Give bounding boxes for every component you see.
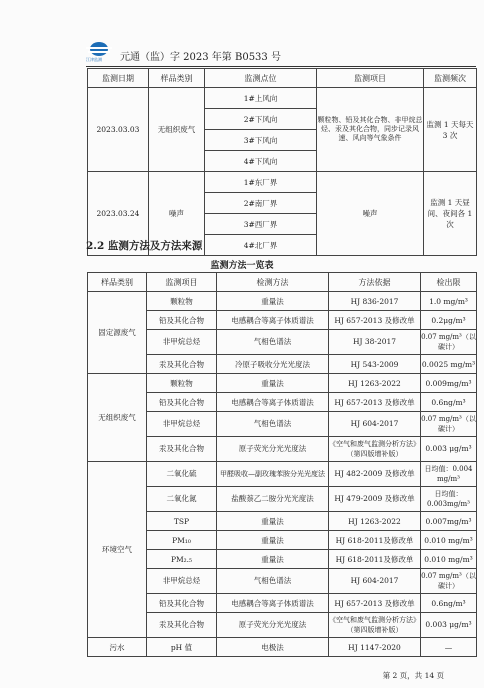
basis-cell: 《空气和废气监测分析方法》（第四版增补版） [329,437,421,462]
basis-cell: HJ 1263-2022 [329,512,421,531]
sample-category: 污水 [88,638,147,657]
basis-cell: HJ 604-2017 [329,569,421,594]
table-row [88,437,477,462]
method-cell: 电极法 [217,638,329,657]
sample-category: 无组织废气 [88,374,147,462]
monitoring-items: 颗粒物、铅及其化合物、非甲烷总烃、汞及其化合物，同步记录风速、风向等气象条件 [317,88,424,172]
header-cell: 样品类别 [88,273,147,292]
item-cell: 二氧化硫 [147,462,217,487]
item-cell: PM₂.₅ [147,550,217,569]
table-row [88,550,477,569]
limit-cell: 0.2μg/m³ [421,311,477,330]
basis-cell: HJ 479-2009 及修改单 [329,487,421,512]
limit-cell: 日均值：0.003mg/m³ [421,487,477,512]
report-header [86,40,476,66]
basis-cell: HJ 618-2011及修改单 [329,531,421,550]
basis-cell: HJ 482-2009 及修改单 [329,462,421,487]
table-row [88,462,477,487]
limit-cell: 0.0025 mg/m³ [421,355,477,374]
basis-cell: HJ 657-2013 及修改单 [329,393,421,412]
item-cell: 汞及其化合物 [147,613,217,638]
method-cell: 气相色谱法 [217,330,329,355]
table-header-row [88,69,477,88]
table-row [88,412,477,437]
item-cell: TSP [147,512,217,531]
table-row [88,292,477,311]
item-cell: 铅及其化合物 [147,594,217,613]
sample-category: 环境空气 [88,462,147,638]
sample-type: 无组织废气 [149,88,205,172]
header-cell: 监测点位 [205,69,317,88]
limit-cell: 0.009mg/m³ [421,374,477,393]
method-cell: 重量法 [217,374,329,393]
table-title: 监测方法一览表 [210,261,274,271]
table-row [88,512,477,531]
method-cell: 重量法 [217,512,329,531]
monitoring-point: 2#南厂界 [205,193,317,214]
monitoring-point: 4#北厂界 [205,235,317,256]
monitoring-point: 3#下风向 [205,130,317,151]
basis-cell: HJ 1263-2022 [329,374,421,393]
method-cell: 甲醛吸收—副玫瑰苯胺分光光度法 [217,462,329,487]
limit-cell: 0.003 μg/m³ [421,613,477,638]
limit-cell: — [421,638,477,657]
monitoring-schedule-table [87,68,477,256]
limit-cell: 0.007mg/m³ [421,512,477,531]
header-cell: 监测频次 [424,69,477,88]
limit-cell: 0.6ng/m³ [421,594,477,613]
method-cell: 重量法 [217,550,329,569]
table-header-row [88,273,477,292]
item-cell: PM₁₀ [147,531,217,550]
table-row [88,569,477,594]
limit-cell: 1.0 mg/m³ [421,292,477,311]
basis-cell: 《空气和废气监测分析方法》（第四版增补版） [329,613,421,638]
monitoring-point: 3#西厂界 [205,214,317,235]
item-cell: pH 值 [147,638,217,657]
limit-cell: 0.07 mg/m³（以碳计） [421,569,477,594]
item-cell: 非甲烷总烃 [147,412,217,437]
monitoring-items: 噪声 [317,172,424,256]
item-cell: 二氧化氮 [147,487,217,512]
table-row [88,88,477,109]
page-number: 第 2 页，共 14 页 [382,671,444,680]
method-cell: 重量法 [217,531,329,550]
header-divider [86,66,476,67]
basis-cell: HJ 618-2011及修改单 [329,550,421,569]
header-cell: 监测日期 [88,69,149,88]
item-cell: 铅及其化合物 [147,393,217,412]
monitoring-date: 2023.03.03 [88,88,149,172]
limit-cell: 0.010 mg/m³ [421,531,477,550]
table-row [88,638,477,657]
item-cell: 非甲烷总烃 [147,569,217,594]
basis-cell: HJ 543-2009 [329,355,421,374]
basis-cell: HJ 38-2017 [329,330,421,355]
item-cell: 汞及其化合物 [147,355,217,374]
method-cell: 原子荧光分光光度法 [217,613,329,638]
monitoring-point: 1#东厂界 [205,172,317,193]
monitoring-point: 2#下风向 [205,109,317,130]
monitoring-frequency: 监测 1 天每天 3 次 [424,88,477,172]
method-cell: 冷原子吸收分光光度法 [217,355,329,374]
table-row [88,355,477,374]
table-row [88,613,477,638]
method-cell: 电感耦合等离子体质谱法 [217,393,329,412]
item-cell: 汞及其化合物 [147,437,217,462]
item-cell: 非甲烷总烃 [147,330,217,355]
monitoring-date: 2023.03.24 [88,172,149,256]
header-cell: 监测项目 [147,273,217,292]
header-cell: 监测项目 [317,69,424,88]
table-row [88,330,477,355]
logo-emblem-icon [90,42,108,56]
basis-cell: HJ 604-2017 [329,412,421,437]
table-row [88,311,477,330]
basis-cell: HJ 836-2017 [329,292,421,311]
limit-cell: 0.07 mg/m³（以碳计） [421,330,477,355]
method-cell: 重量法 [217,292,329,311]
table-row [88,531,477,550]
limit-cell: 0.003 μg/m³ [421,437,477,462]
sample-category: 固定源废气 [88,292,147,374]
limit-cell: 0.07 mg/m³（以碳计） [421,412,477,437]
monitoring-point: 1#上风向 [205,88,317,109]
logo-text: 江津监测 [86,57,102,62]
item-cell: 颗粒物 [147,374,217,393]
methods-table [87,272,477,657]
basis-cell: HJ 657-2013 及修改单 [329,594,421,613]
header-cell: 检出限 [421,273,477,292]
monitoring-point: 4#下风向 [205,151,317,172]
table-row [88,594,477,613]
limit-cell: 0.010 mg/m³ [421,550,477,569]
method-cell: 原子荧光分光光度法 [217,437,329,462]
method-cell: 气相色谱法 [217,569,329,594]
method-cell: 盐酸萘乙二胺分光光度法 [217,487,329,512]
document-number: 元通（监）字 2023 年第 B0533 号 [120,52,281,63]
basis-cell: HJ 657-2013 及修改单 [329,311,421,330]
section-title: 2.2 监测方法及方法来源 [86,240,203,252]
table-row [88,393,477,412]
limit-cell: 日均值：0.004 mg/m³ [421,462,477,487]
header-cell: 检测方法 [217,273,329,292]
basis-cell: HJ 1147-2020 [329,638,421,657]
table-row [88,172,477,193]
monitoring-frequency: 监测 1 天昼间、夜间各 1 次 [424,172,477,256]
item-cell: 颗粒物 [147,292,217,311]
table-row [88,374,477,393]
header-cell: 样品类别 [149,69,205,88]
header-cell: 方法依据 [329,273,421,292]
sample-type: 噪声 [149,172,205,256]
table-row [88,487,477,512]
limit-cell: 0.6ng/m³ [421,393,477,412]
method-cell: 电感耦合等离子体质谱法 [217,594,329,613]
method-cell: 电感耦合等离子体质谱法 [217,311,329,330]
item-cell: 铅及其化合物 [147,311,217,330]
company-logo [86,42,116,64]
method-cell: 气相色谱法 [217,412,329,437]
